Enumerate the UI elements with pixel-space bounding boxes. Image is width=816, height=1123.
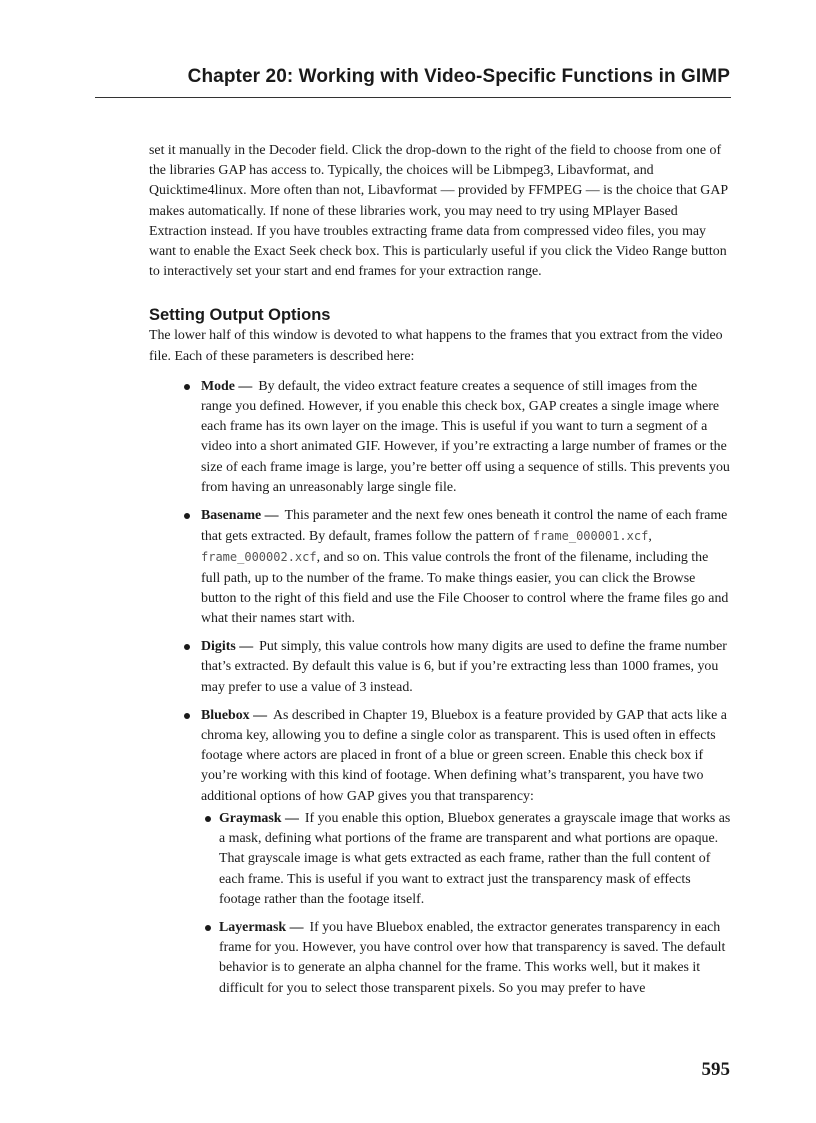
description-basename-b: ,	[648, 529, 652, 545]
list-item-mode	[201, 377, 731, 498]
output-options-list	[149, 377, 731, 999]
description-basename-a: This parameter and the next few ones beneath it control the name of each frame that gets extracted. By default, frames follow the pattern of	[201, 508, 728, 545]
running-head: Chapter 20: Working with Video-Specific Functions in GIMP	[187, 66, 730, 87]
description-basename-c: , and so on. This value controls the front of the filename, including the full path, up to the number of the frame. To make things easier, you can click the Browse button to the right of this field and use the File Chooser to control where the frame files go and what their names start with.	[201, 550, 729, 627]
term-layermask: Layermask —	[219, 919, 304, 935]
section-intro-paragraph: The lower half of this window is devoted to what happens to the frames that you extract from the video file. Each of these parameters is described here:	[149, 328, 723, 364]
description-bluebox: As described in Chapter 19, Bluebox is a feature provided by GAP that acts like a chroma key, allowing you to define a single color as transparent. This is used often in effects footage where actors are placed in front of a blue or green screen. Enable this check box if you’re working with this kind of footage. When defining what’s transparent, you have two additional options of how GAP gives you that transparency:	[201, 707, 727, 804]
list-item-basename	[201, 506, 731, 629]
term-digits: Digits —	[201, 639, 254, 655]
sub-item-layermask	[219, 918, 731, 999]
description-digits: Put simply, this value controls how many digits are used to define the frame number that’s extracted. By default this value is 6, but if you’re extracting less than 1000 frames, you may prefer to use a value of 3 instead.	[201, 639, 727, 695]
code-frame-000001: frame_000001.xcf	[532, 529, 649, 544]
term-graymask: Graymask —	[219, 810, 299, 826]
intro-paragraph: set it manually in the Decoder field. Click the drop-down to the right of the field to choose from one of the libraries GAP has access to. Typically, the choices will be Libmpeg3, Libavformat, and Quicktime4linux. More often than not, Libavformat — provided by FFMPEG — is the choice that GAP makes automatically. If none of these libraries work, you may need to try using MPlayer Based Extraction instead. If you have troubles extracting frame data from compressed video files, you may want to enable the Exact Seek check box. This is particularly useful if you click the Video Range button to interactively set your start and end frames for your extraction range.	[149, 143, 728, 280]
page-number: 595	[701, 1059, 730, 1080]
page-body	[149, 141, 731, 1007]
code-frame-000002: frame_000002.xcf	[201, 550, 317, 565]
description-graymask: If you enable this option, Bluebox generates a grayscale image that works as a mask, defining what portions of the frame are transparent and what portions are opaque. That grayscale image is what gets extracted as each frame, rather than the full content of each frame. This is useful if you want to extract just the transparency mask of effects footage rather than the footage itself.	[219, 810, 731, 907]
term-mode: Mode —	[201, 378, 253, 394]
list-item-digits	[201, 637, 731, 698]
term-basename: Basename —	[201, 508, 279, 524]
bluebox-sub-list	[201, 809, 731, 999]
header-rule	[95, 97, 731, 98]
description-layermask: If you have Bluebox enabled, the extractor generates transparency in each frame for you. However, you have control over how that transparency is saved. The default behavior is to generate an alpha channel for the frame. This works well, but it makes it difficult for you to select those transparent pixels. So you may prefer to have	[219, 919, 726, 996]
list-item-bluebox	[201, 706, 731, 999]
section-heading: Setting Output Options	[149, 306, 331, 325]
sub-item-graymask	[219, 809, 731, 910]
term-bluebox: Bluebox —	[201, 707, 267, 723]
description-mode: By default, the video extract feature creates a sequence of still images from the range you defined. However, if you enable this check box, GAP creates a single image where each frame has its own layer on the image. This is useful if you want to turn a segment of a video into a short animated GIF. However, if you’re extracting a large number of frames or the size of each frame image is large, you’re better off using a sequence of stills. This prevents you from having an unreasonably large single file.	[201, 378, 730, 495]
